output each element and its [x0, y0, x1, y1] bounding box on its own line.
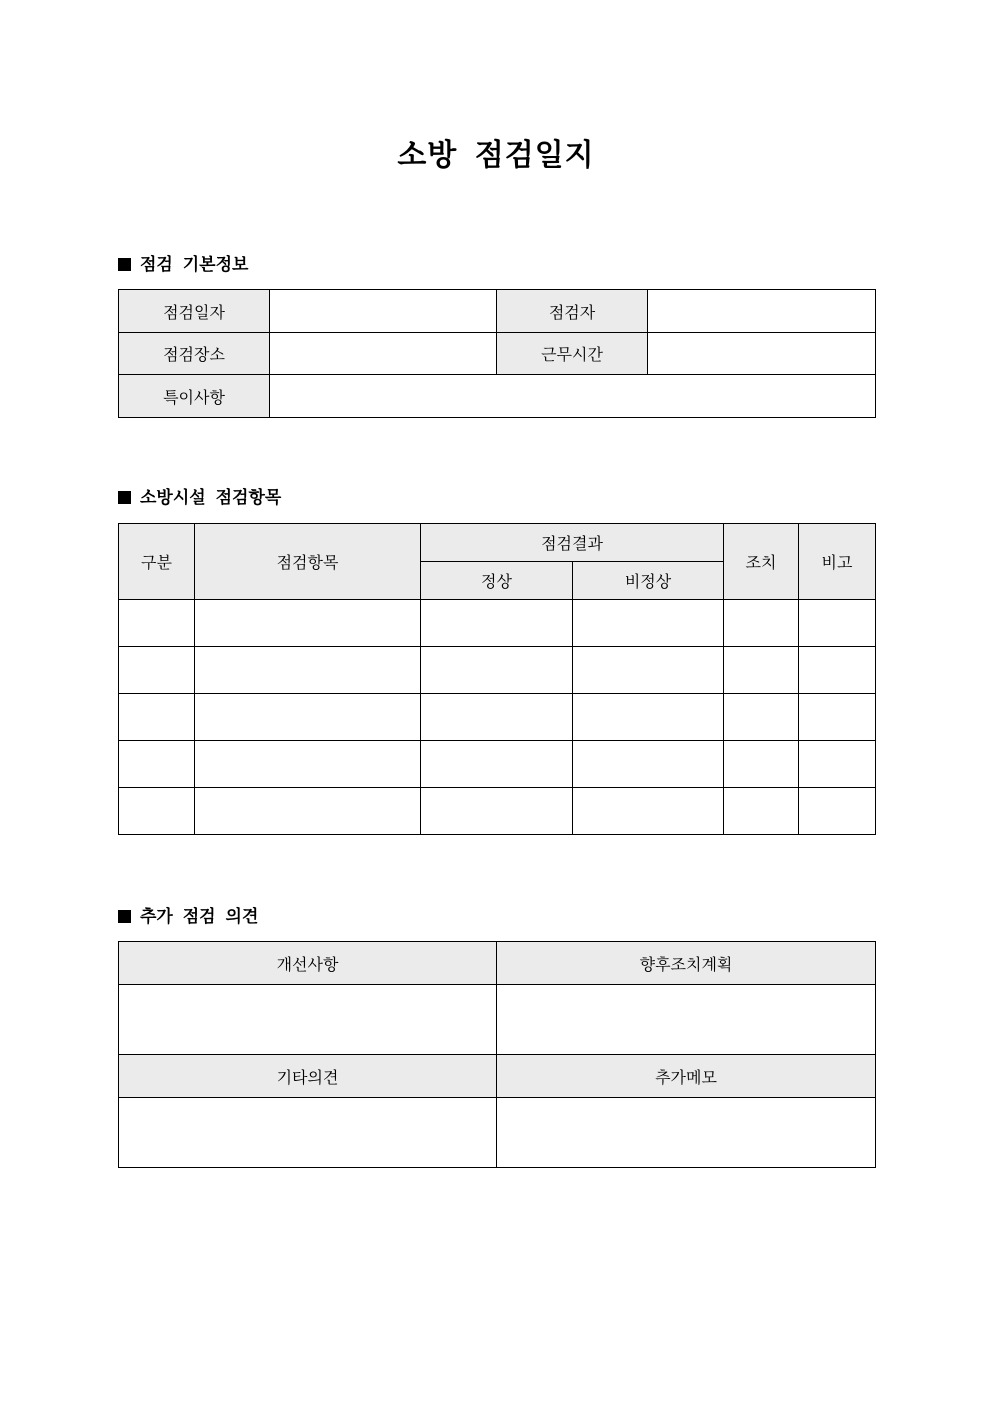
column-header-item: 점검항목 — [195, 524, 421, 600]
table-row — [119, 600, 876, 647]
follow-up-plan-label: 향후조치계획 — [497, 942, 876, 985]
other-opinions-label: 기타의견 — [119, 1055, 497, 1098]
square-bullet-icon — [118, 910, 131, 923]
improvements-label: 개선사항 — [119, 942, 497, 985]
location-label: 점검장소 — [119, 333, 270, 375]
section-heading-basic-info — [118, 253, 248, 277]
table-row — [119, 788, 876, 835]
extra-memo-label: 추가메모 — [497, 1055, 876, 1098]
table-row — [119, 290, 876, 333]
category-cell[interactable] — [119, 788, 195, 835]
table-row — [119, 694, 876, 741]
opinions-table — [118, 941, 876, 1168]
column-header-result: 점검결과 — [421, 524, 724, 562]
normal-cell[interactable] — [421, 647, 573, 694]
table-row — [119, 1098, 876, 1168]
normal-cell[interactable] — [421, 694, 573, 741]
abnormal-cell[interactable] — [573, 647, 724, 694]
item-cell[interactable] — [195, 600, 421, 647]
note-cell[interactable] — [799, 788, 876, 835]
table-row — [119, 741, 876, 788]
abnormal-cell[interactable] — [573, 694, 724, 741]
section-heading-label: 소방시설 점검항목 — [140, 488, 282, 508]
section-heading-label: 추가 점검 의견 — [140, 907, 259, 927]
work-hours-label: 근무시간 — [497, 333, 648, 375]
table-header-row — [119, 524, 876, 562]
follow-up-plan-field[interactable] — [497, 985, 876, 1055]
table-row — [119, 375, 876, 418]
table-row — [119, 985, 876, 1055]
table-row — [119, 647, 876, 694]
normal-cell[interactable] — [421, 788, 573, 835]
item-cell[interactable] — [195, 788, 421, 835]
improvements-field[interactable] — [119, 985, 497, 1055]
action-cell[interactable] — [724, 694, 799, 741]
work-hours-field[interactable] — [648, 333, 876, 375]
date-label: 점검일자 — [119, 290, 270, 333]
square-bullet-icon — [118, 491, 131, 504]
action-cell[interactable] — [724, 788, 799, 835]
note-cell[interactable] — [799, 647, 876, 694]
abnormal-cell[interactable] — [573, 600, 724, 647]
column-header-abnormal: 비정상 — [573, 562, 724, 600]
section-heading-opinions — [118, 905, 258, 929]
section-heading-label: 점검 기본정보 — [140, 255, 249, 275]
action-cell[interactable] — [724, 741, 799, 788]
date-field[interactable] — [270, 290, 497, 333]
normal-cell[interactable] — [421, 600, 573, 647]
extra-memo-field[interactable] — [497, 1098, 876, 1168]
category-cell[interactable] — [119, 647, 195, 694]
remarks-label: 특이사항 — [119, 375, 270, 418]
square-bullet-icon — [118, 258, 131, 271]
facility-check-table — [118, 523, 876, 835]
item-cell[interactable] — [195, 694, 421, 741]
note-cell[interactable] — [799, 694, 876, 741]
inspector-field[interactable] — [648, 290, 876, 333]
table-header-row — [119, 1055, 876, 1098]
note-cell[interactable] — [799, 600, 876, 647]
item-cell[interactable] — [195, 741, 421, 788]
category-cell[interactable] — [119, 600, 195, 647]
note-cell[interactable] — [799, 741, 876, 788]
other-opinions-field[interactable] — [119, 1098, 497, 1168]
category-cell[interactable] — [119, 741, 195, 788]
section-heading-facility-check — [118, 486, 281, 510]
column-header-normal: 정상 — [421, 562, 573, 600]
remarks-field[interactable] — [270, 375, 876, 418]
normal-cell[interactable] — [421, 741, 573, 788]
basic-info-table — [118, 289, 876, 418]
column-header-action: 조치 — [724, 524, 799, 600]
table-row — [119, 333, 876, 375]
document-title: 소방 점검일지 — [397, 138, 595, 173]
column-header-note: 비고 — [799, 524, 876, 600]
action-cell[interactable] — [724, 600, 799, 647]
location-field[interactable] — [270, 333, 497, 375]
category-cell[interactable] — [119, 694, 195, 741]
table-header-row — [119, 942, 876, 985]
item-cell[interactable] — [195, 647, 421, 694]
abnormal-cell[interactable] — [573, 788, 724, 835]
inspector-label: 점검자 — [497, 290, 648, 333]
column-header-category: 구분 — [119, 524, 195, 600]
action-cell[interactable] — [724, 647, 799, 694]
abnormal-cell[interactable] — [573, 741, 724, 788]
